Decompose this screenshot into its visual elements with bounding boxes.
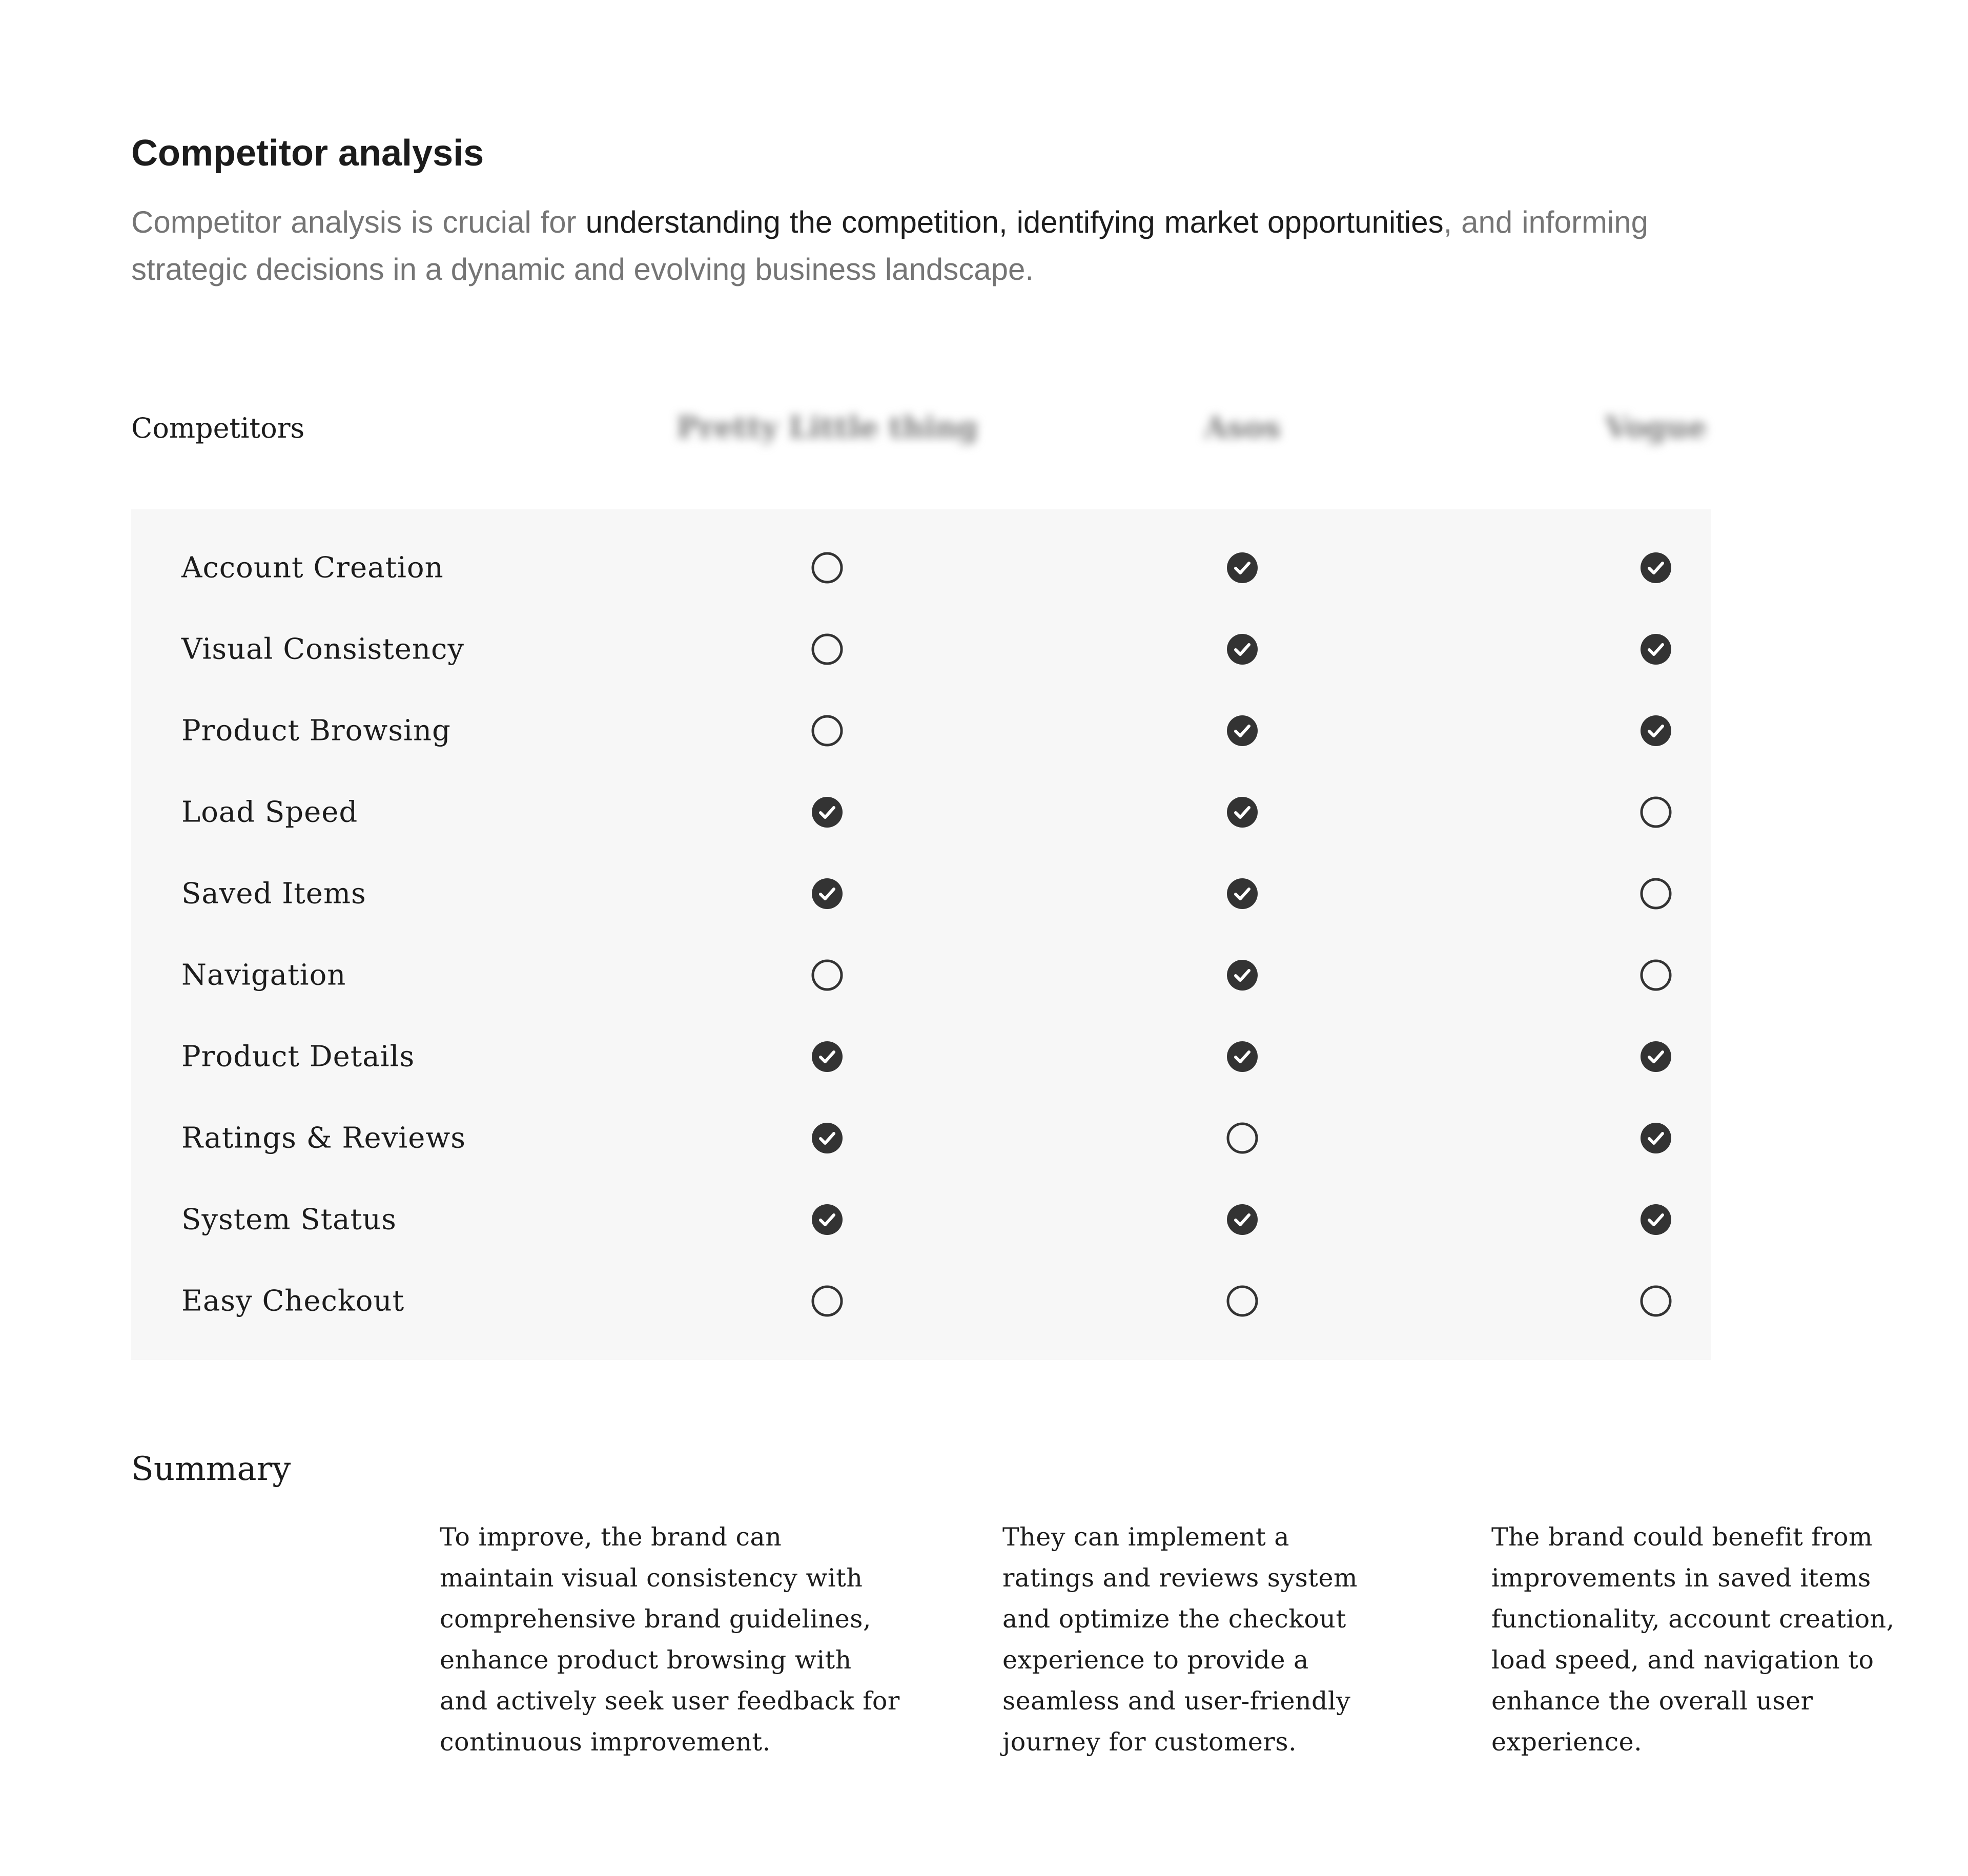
check-circle-filled-icon bbox=[810, 1203, 844, 1236]
circle-outline-icon bbox=[810, 1284, 844, 1318]
competitor-name-asos: Asos bbox=[1204, 410, 1281, 445]
feature-row-load-speed bbox=[131, 781, 1711, 843]
summary-line: experience. bbox=[1491, 1727, 1643, 1757]
circle-outline-icon bbox=[810, 632, 844, 666]
check-circle-filled-icon bbox=[1225, 632, 1259, 666]
feature-row-product-details bbox=[131, 1026, 1711, 1087]
summary-line: enhance product browsing with bbox=[440, 1645, 852, 1675]
feature-row-navigation bbox=[131, 944, 1711, 1006]
feature-row-visual-consistency bbox=[131, 619, 1711, 680]
check-circle-filled-icon bbox=[1639, 1203, 1673, 1236]
summary-line: seamless and user-friendly bbox=[1002, 1686, 1351, 1716]
competitor-name-vogue: Vogue bbox=[1605, 410, 1707, 445]
feature-label: Product Details bbox=[181, 1040, 415, 1074]
circle-outline-icon bbox=[810, 551, 844, 585]
check-circle-filled-icon bbox=[1225, 1203, 1259, 1236]
feature-row-system-status bbox=[131, 1189, 1711, 1250]
circle-outline-icon bbox=[1639, 795, 1673, 829]
summary-line: The brand could benefit from bbox=[1491, 1522, 1873, 1552]
summary-line: maintain visual consistency with bbox=[440, 1563, 863, 1593]
summary-line: experience to provide a bbox=[1002, 1645, 1309, 1675]
competitor-name-pretty-little-thing: Pretty Little thing bbox=[676, 410, 978, 445]
summary-column-2 bbox=[1002, 1517, 1358, 1763]
feature-row-easy-checkout bbox=[131, 1270, 1711, 1332]
feature-label: Navigation bbox=[181, 958, 346, 992]
check-circle-filled-icon bbox=[1639, 632, 1673, 666]
check-circle-filled-icon bbox=[1225, 795, 1259, 829]
summary-title: Summary bbox=[131, 1450, 291, 1488]
summary-column-3 bbox=[1491, 1517, 1895, 1763]
feature-row-product-browsing bbox=[131, 700, 1711, 761]
check-circle-filled-icon bbox=[810, 877, 844, 911]
check-circle-filled-icon bbox=[1225, 1040, 1259, 1074]
check-circle-filled-icon bbox=[810, 795, 844, 829]
summary-line: functionality, account creation, bbox=[1491, 1604, 1895, 1634]
summary-line: load speed, and navigation to bbox=[1491, 1645, 1874, 1675]
circle-outline-icon bbox=[810, 714, 844, 748]
summary-line: They can implement a bbox=[1002, 1522, 1289, 1552]
feature-label: Saved Items bbox=[181, 877, 366, 911]
check-circle-filled-icon bbox=[810, 1121, 844, 1155]
feature-label: Load Speed bbox=[181, 795, 358, 829]
summary-line: and actively seek user feedback for bbox=[440, 1686, 900, 1716]
check-circle-filled-icon bbox=[1639, 551, 1673, 585]
check-circle-filled-icon bbox=[1225, 958, 1259, 992]
summary-line: ratings and reviews system bbox=[1002, 1563, 1358, 1593]
summary-line: enhance the overall user bbox=[1491, 1686, 1813, 1716]
intro-text: Competitor analysis is crucial for bbox=[131, 205, 586, 239]
intro-text-end: , and informing strategic decisions in a dynamic and evolving business landscape. bbox=[131, 205, 1648, 286]
summary-line: and optimize the checkout bbox=[1002, 1604, 1346, 1634]
intro-highlight: understanding the competition, identifying market opportunities bbox=[585, 205, 1444, 239]
circle-outline-icon bbox=[1639, 877, 1673, 911]
feature-label: System Status bbox=[181, 1203, 397, 1236]
summary-line: journey for customers. bbox=[1002, 1727, 1297, 1757]
summary-line: To improve, the brand can bbox=[440, 1522, 782, 1552]
check-circle-filled-icon bbox=[1225, 877, 1259, 911]
feature-label: Account Creation bbox=[181, 551, 444, 585]
check-circle-filled-icon bbox=[1225, 714, 1259, 748]
circle-outline-icon bbox=[1225, 1121, 1259, 1155]
feature-row-account-creation bbox=[131, 537, 1711, 599]
check-circle-filled-icon bbox=[810, 1040, 844, 1074]
feature-row-ratings-and-reviews bbox=[131, 1107, 1711, 1169]
feature-label: Product Browsing bbox=[181, 714, 451, 748]
summary-line: improvements in saved items bbox=[1491, 1563, 1871, 1593]
circle-outline-icon bbox=[810, 958, 844, 992]
circle-outline-icon bbox=[1639, 1284, 1673, 1318]
page-title: Competitor analysis bbox=[131, 133, 484, 174]
intro-paragraph bbox=[131, 199, 1648, 293]
circle-outline-icon bbox=[1225, 1284, 1259, 1318]
check-circle-filled-icon bbox=[1639, 1040, 1673, 1074]
check-circle-filled-icon bbox=[1225, 551, 1259, 585]
feature-label: Ratings & Reviews bbox=[181, 1121, 466, 1155]
feature-label: Easy Checkout bbox=[181, 1284, 405, 1318]
summary-line: continuous improvement. bbox=[440, 1727, 771, 1757]
check-circle-filled-icon bbox=[1639, 714, 1673, 748]
competitors-header-label: Competitors bbox=[131, 412, 305, 444]
summary-column-1 bbox=[440, 1517, 900, 1763]
feature-matrix bbox=[131, 509, 1711, 1360]
feature-row-saved-items bbox=[131, 863, 1711, 924]
circle-outline-icon bbox=[1639, 958, 1673, 992]
check-circle-filled-icon bbox=[1639, 1121, 1673, 1155]
summary-line: comprehensive brand guidelines, bbox=[440, 1604, 871, 1634]
feature-label: Visual Consistency bbox=[181, 632, 464, 666]
